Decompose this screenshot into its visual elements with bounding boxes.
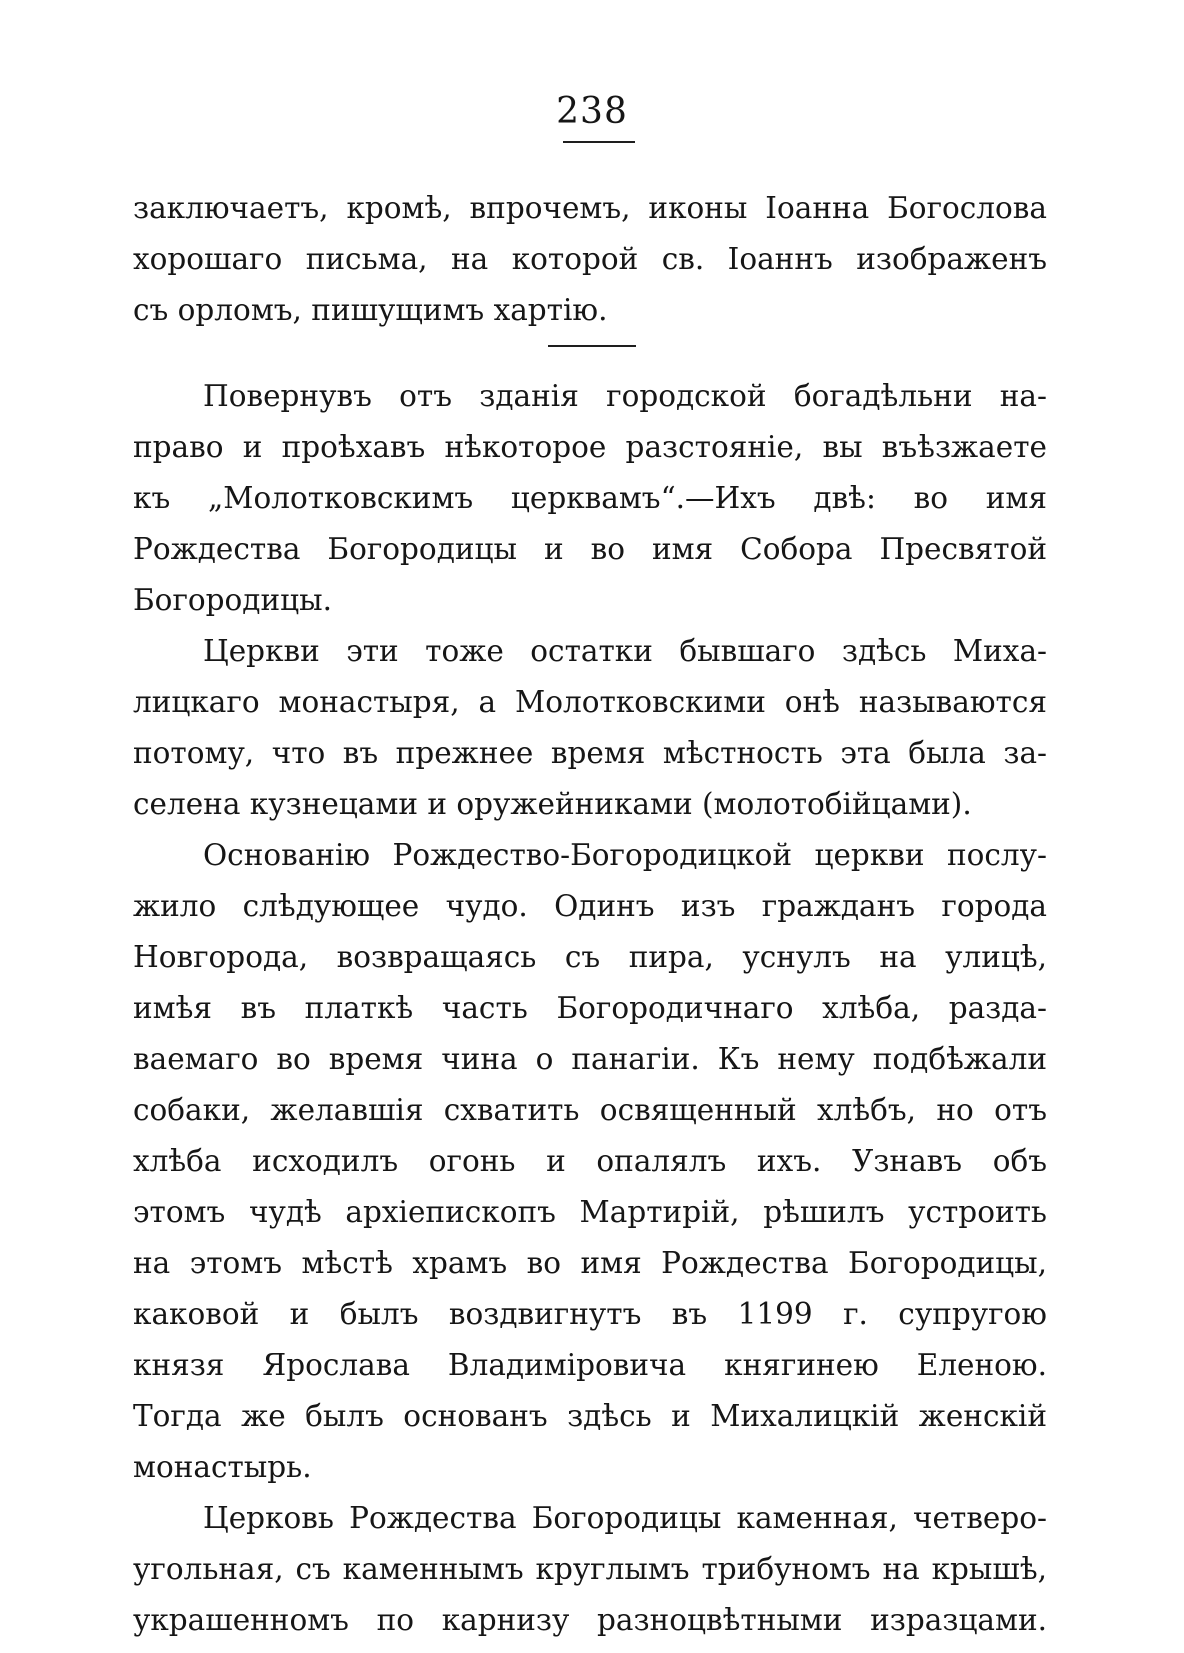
text-line: собаки, желавшія схватить освященный хлѣбъ, но отъ bbox=[133, 1093, 1047, 1127]
text-line: право и проѣхавъ нѣкоторое разстояніе, вы въѣзжаете bbox=[133, 430, 1047, 464]
text-line: Повернувъ отъ зданія городской богадѣльни на- bbox=[203, 379, 1047, 413]
continued-paragraph bbox=[133, 183, 1047, 336]
text-line: хлѣба исходилъ огонь и опалялъ ихъ. Узнавъ объ bbox=[133, 1144, 1047, 1178]
text-line: Основанію Рождество-Богородицкой церкви послу- bbox=[203, 838, 1047, 872]
page-number: 238 bbox=[556, 91, 628, 132]
text-line: Тогда же былъ основанъ здѣсь и Михалицкій женскій bbox=[133, 1399, 1047, 1433]
text-line: съ орломъ, пишущимъ хартію. bbox=[133, 293, 608, 327]
paragraph-3 bbox=[133, 830, 1047, 1493]
text-line: этомъ чудѣ архіепископъ Мартирій, рѣшилъ устроить bbox=[133, 1195, 1047, 1229]
text-line: Богородицы. bbox=[133, 583, 332, 617]
text-line: Церковь Рождества Богородицы каменная, четверо- bbox=[203, 1501, 1047, 1535]
text-line: къ „Молотковскимъ церквамъ“.—Ихъ двѣ: во имя bbox=[133, 481, 1047, 515]
text-line: на этомъ мѣстѣ храмъ во имя Рождества Богородицы, bbox=[133, 1246, 1047, 1280]
text-line: потому, что въ прежнее время мѣстность эта была за- bbox=[133, 736, 1047, 770]
main-text bbox=[133, 371, 1047, 1646]
text-line: украшенномъ по карнизу разноцвѣтными изразцами. bbox=[133, 1603, 1047, 1637]
paragraph-2 bbox=[133, 626, 1047, 830]
text-line: ваемаго во время чина о панагіи. Къ нему подбѣжали bbox=[133, 1042, 1047, 1076]
text-line: Рождества Богородицы и во имя Собора Пресвятой bbox=[133, 532, 1047, 566]
page-number-underline bbox=[563, 141, 635, 143]
text-line: князя Ярослава Владиміровича княгинею Еленою. bbox=[133, 1348, 1047, 1382]
paragraph-1 bbox=[133, 371, 1047, 626]
text-line: жило слѣдующее чудо. Одинъ изъ гражданъ города bbox=[133, 889, 1047, 923]
text-line: Церкви эти тоже остатки бывшаго здѣсь Миха- bbox=[203, 634, 1047, 668]
text-line: Новгорода, возвращаясь съ пира, уснулъ на улицѣ, bbox=[133, 940, 1047, 974]
section-divider bbox=[548, 345, 636, 347]
text-line: лицкаго монастыря, а Молотковскими онѣ называются bbox=[133, 685, 1047, 719]
text-line: монастырь. bbox=[133, 1450, 312, 1484]
paragraph-4 bbox=[133, 1493, 1047, 1646]
text-line: имѣя въ платкѣ часть Богородичнаго хлѣба, разда- bbox=[133, 991, 1047, 1025]
text-line: селена кузнецами и оружейниками (молотобійцами). bbox=[133, 787, 972, 821]
text-line: угольная, съ каменнымъ круглымъ трибуномъ на крышѣ, bbox=[133, 1552, 1047, 1586]
text-line: каковой и былъ воздвигнутъ въ 1199 г. супругою bbox=[133, 1297, 1047, 1331]
text-line: хорошаго письма, на которой св. Іоаннъ изображенъ bbox=[133, 242, 1047, 276]
text-line: заключаетъ, кромѣ, впрочемъ, иконы Іоанна Богослова bbox=[133, 191, 1047, 225]
